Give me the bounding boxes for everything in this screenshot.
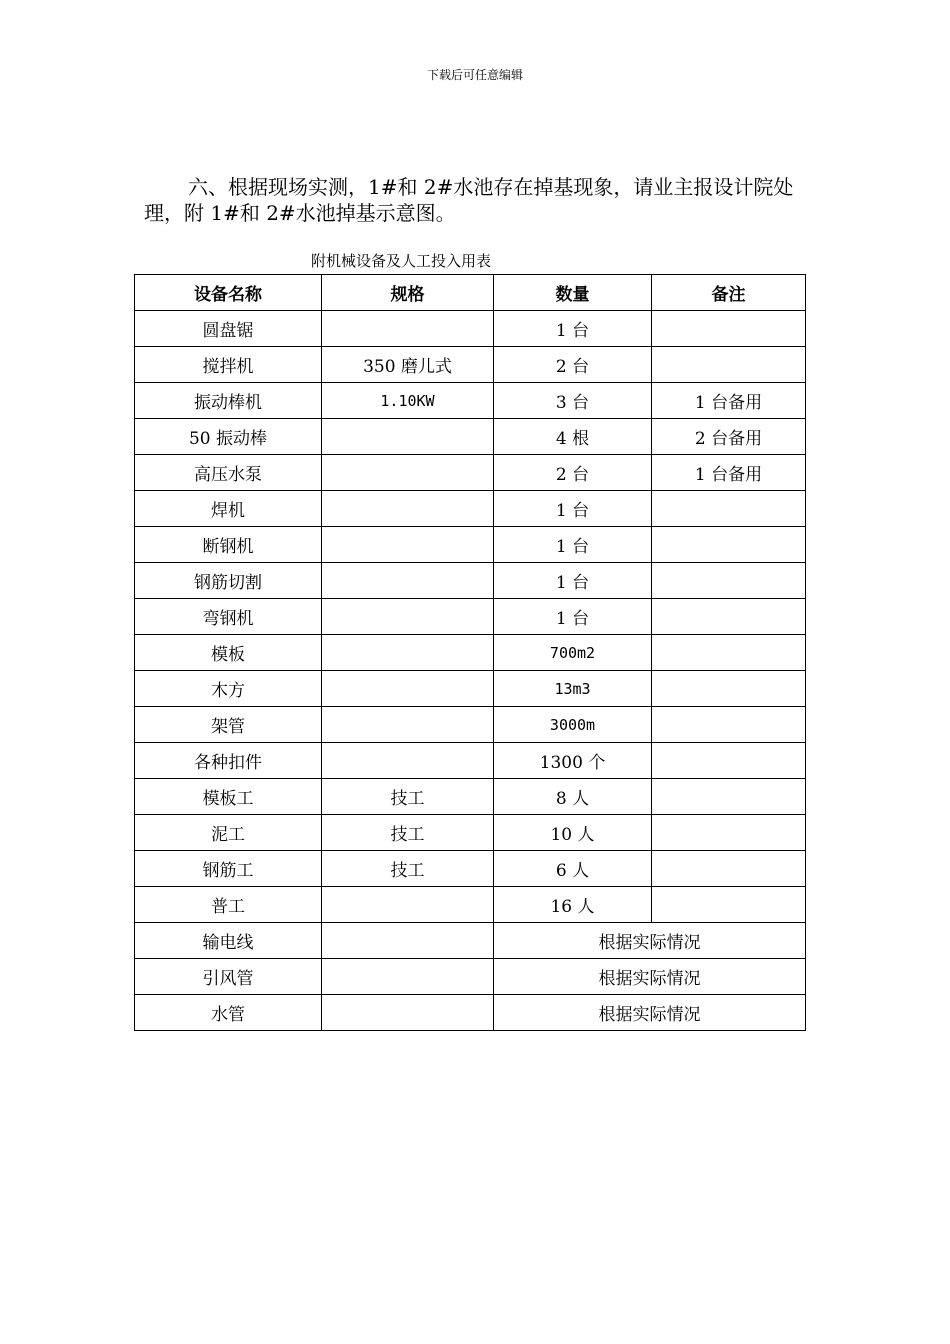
table-row	[135, 635, 806, 671]
header-cell-note: 备注	[652, 275, 806, 311]
cell-name: 焊机	[135, 491, 322, 527]
cell-spec	[322, 599, 494, 635]
cell-spec	[322, 311, 494, 347]
table-row	[135, 563, 806, 599]
cell-spec: 技工	[322, 779, 494, 815]
cell-note	[652, 887, 806, 923]
cell-spec	[322, 419, 494, 455]
cell-spec	[322, 887, 494, 923]
cell-qty: 1 台	[494, 491, 652, 527]
cell-qty-note-merged: 根据实际情况	[494, 923, 806, 959]
cell-spec	[322, 491, 494, 527]
table-row	[135, 419, 806, 455]
cell-note	[652, 491, 806, 527]
cell-spec	[322, 455, 494, 491]
cell-name: 引风管	[135, 959, 322, 995]
cell-note: 2 台备用	[652, 419, 806, 455]
cell-note	[652, 347, 806, 383]
equipment-table	[134, 274, 806, 1031]
header-cell-spec: 规格	[322, 275, 494, 311]
cell-name: 模板	[135, 635, 322, 671]
cell-qty: 1300 个	[494, 743, 652, 779]
cell-qty: 1 台	[494, 563, 652, 599]
cell-name: 模板工	[135, 779, 322, 815]
cell-qty: 2 台	[494, 455, 652, 491]
cell-note	[652, 671, 806, 707]
cell-name: 圆盘锯	[135, 311, 322, 347]
table-row	[135, 527, 806, 563]
table-row	[135, 707, 806, 743]
table-row	[135, 887, 806, 923]
table-row	[135, 455, 806, 491]
cell-name: 木方	[135, 671, 322, 707]
table-row	[135, 959, 806, 995]
cell-qty: 13m3	[494, 671, 652, 707]
cell-note: 1 台备用	[652, 383, 806, 419]
cell-qty: 3 台	[494, 383, 652, 419]
cell-spec: 技工	[322, 815, 494, 851]
cell-spec	[322, 635, 494, 671]
cell-name: 高压水泵	[135, 455, 322, 491]
cell-spec: 350 磨儿式	[322, 347, 494, 383]
cell-note	[652, 851, 806, 887]
cell-qty: 10 人	[494, 815, 652, 851]
cell-qty: 1 台	[494, 311, 652, 347]
cell-qty: 3000m	[494, 707, 652, 743]
cell-note	[652, 707, 806, 743]
table-row	[135, 779, 806, 815]
cell-note: 1 台备用	[652, 455, 806, 491]
cell-name: 各种扣件	[135, 743, 322, 779]
table-row	[135, 383, 806, 419]
cell-name: 钢筋切割	[135, 563, 322, 599]
cell-name: 弯钢机	[135, 599, 322, 635]
page-header: 下载后可任意编辑	[426, 68, 523, 82]
cell-qty: 1 台	[494, 599, 652, 635]
cell-spec: 1.10KW	[322, 383, 494, 419]
table-body	[135, 311, 806, 1031]
body-paragraph: 六、根据现场实测，1#和 2#水池存在掉基现象，请业主报设计院处理，附 1#和 2#水池掉基示意图。	[144, 175, 794, 225]
cell-qty: 6 人	[494, 851, 652, 887]
cell-spec	[322, 527, 494, 563]
cell-name: 振动棒机	[135, 383, 322, 419]
cell-name: 50 振动棒	[135, 419, 322, 455]
header-cell-qty: 数量	[494, 275, 652, 311]
cell-qty: 1 台	[494, 527, 652, 563]
table-row	[135, 815, 806, 851]
table-row	[135, 347, 806, 383]
table-row	[135, 851, 806, 887]
cell-note	[652, 563, 806, 599]
table-row	[135, 995, 806, 1031]
cell-qty: 700m2	[494, 635, 652, 671]
cell-name: 水管	[135, 995, 322, 1031]
cell-name: 普工	[135, 887, 322, 923]
cell-note	[652, 635, 806, 671]
cell-qty: 8 人	[494, 779, 652, 815]
table-caption: 附机械设备及人工投入用表	[311, 252, 492, 270]
cell-name: 搅拌机	[135, 347, 322, 383]
cell-qty: 4 根	[494, 419, 652, 455]
cell-spec	[322, 995, 494, 1031]
cell-spec	[322, 743, 494, 779]
cell-name: 断钢机	[135, 527, 322, 563]
table-header-row	[135, 275, 806, 311]
cell-spec	[322, 671, 494, 707]
cell-spec	[322, 563, 494, 599]
cell-note	[652, 779, 806, 815]
cell-spec	[322, 707, 494, 743]
cell-note	[652, 599, 806, 635]
cell-name: 钢筋工	[135, 851, 322, 887]
header-cell-name: 设备名称	[135, 275, 322, 311]
table-row	[135, 743, 806, 779]
cell-note	[652, 743, 806, 779]
cell-note	[652, 815, 806, 851]
table-row	[135, 671, 806, 707]
cell-name: 输电线	[135, 923, 322, 959]
table-row	[135, 491, 806, 527]
cell-name: 架管	[135, 707, 322, 743]
cell-note	[652, 527, 806, 563]
table-row	[135, 923, 806, 959]
table-row	[135, 311, 806, 347]
cell-spec: 技工	[322, 851, 494, 887]
cell-spec	[322, 923, 494, 959]
cell-qty-note-merged: 根据实际情况	[494, 959, 806, 995]
cell-note	[652, 311, 806, 347]
table-row	[135, 599, 806, 635]
cell-spec	[322, 959, 494, 995]
cell-qty: 16 人	[494, 887, 652, 923]
cell-qty: 2 台	[494, 347, 652, 383]
cell-qty-note-merged: 根据实际情况	[494, 995, 806, 1031]
cell-name: 泥工	[135, 815, 322, 851]
